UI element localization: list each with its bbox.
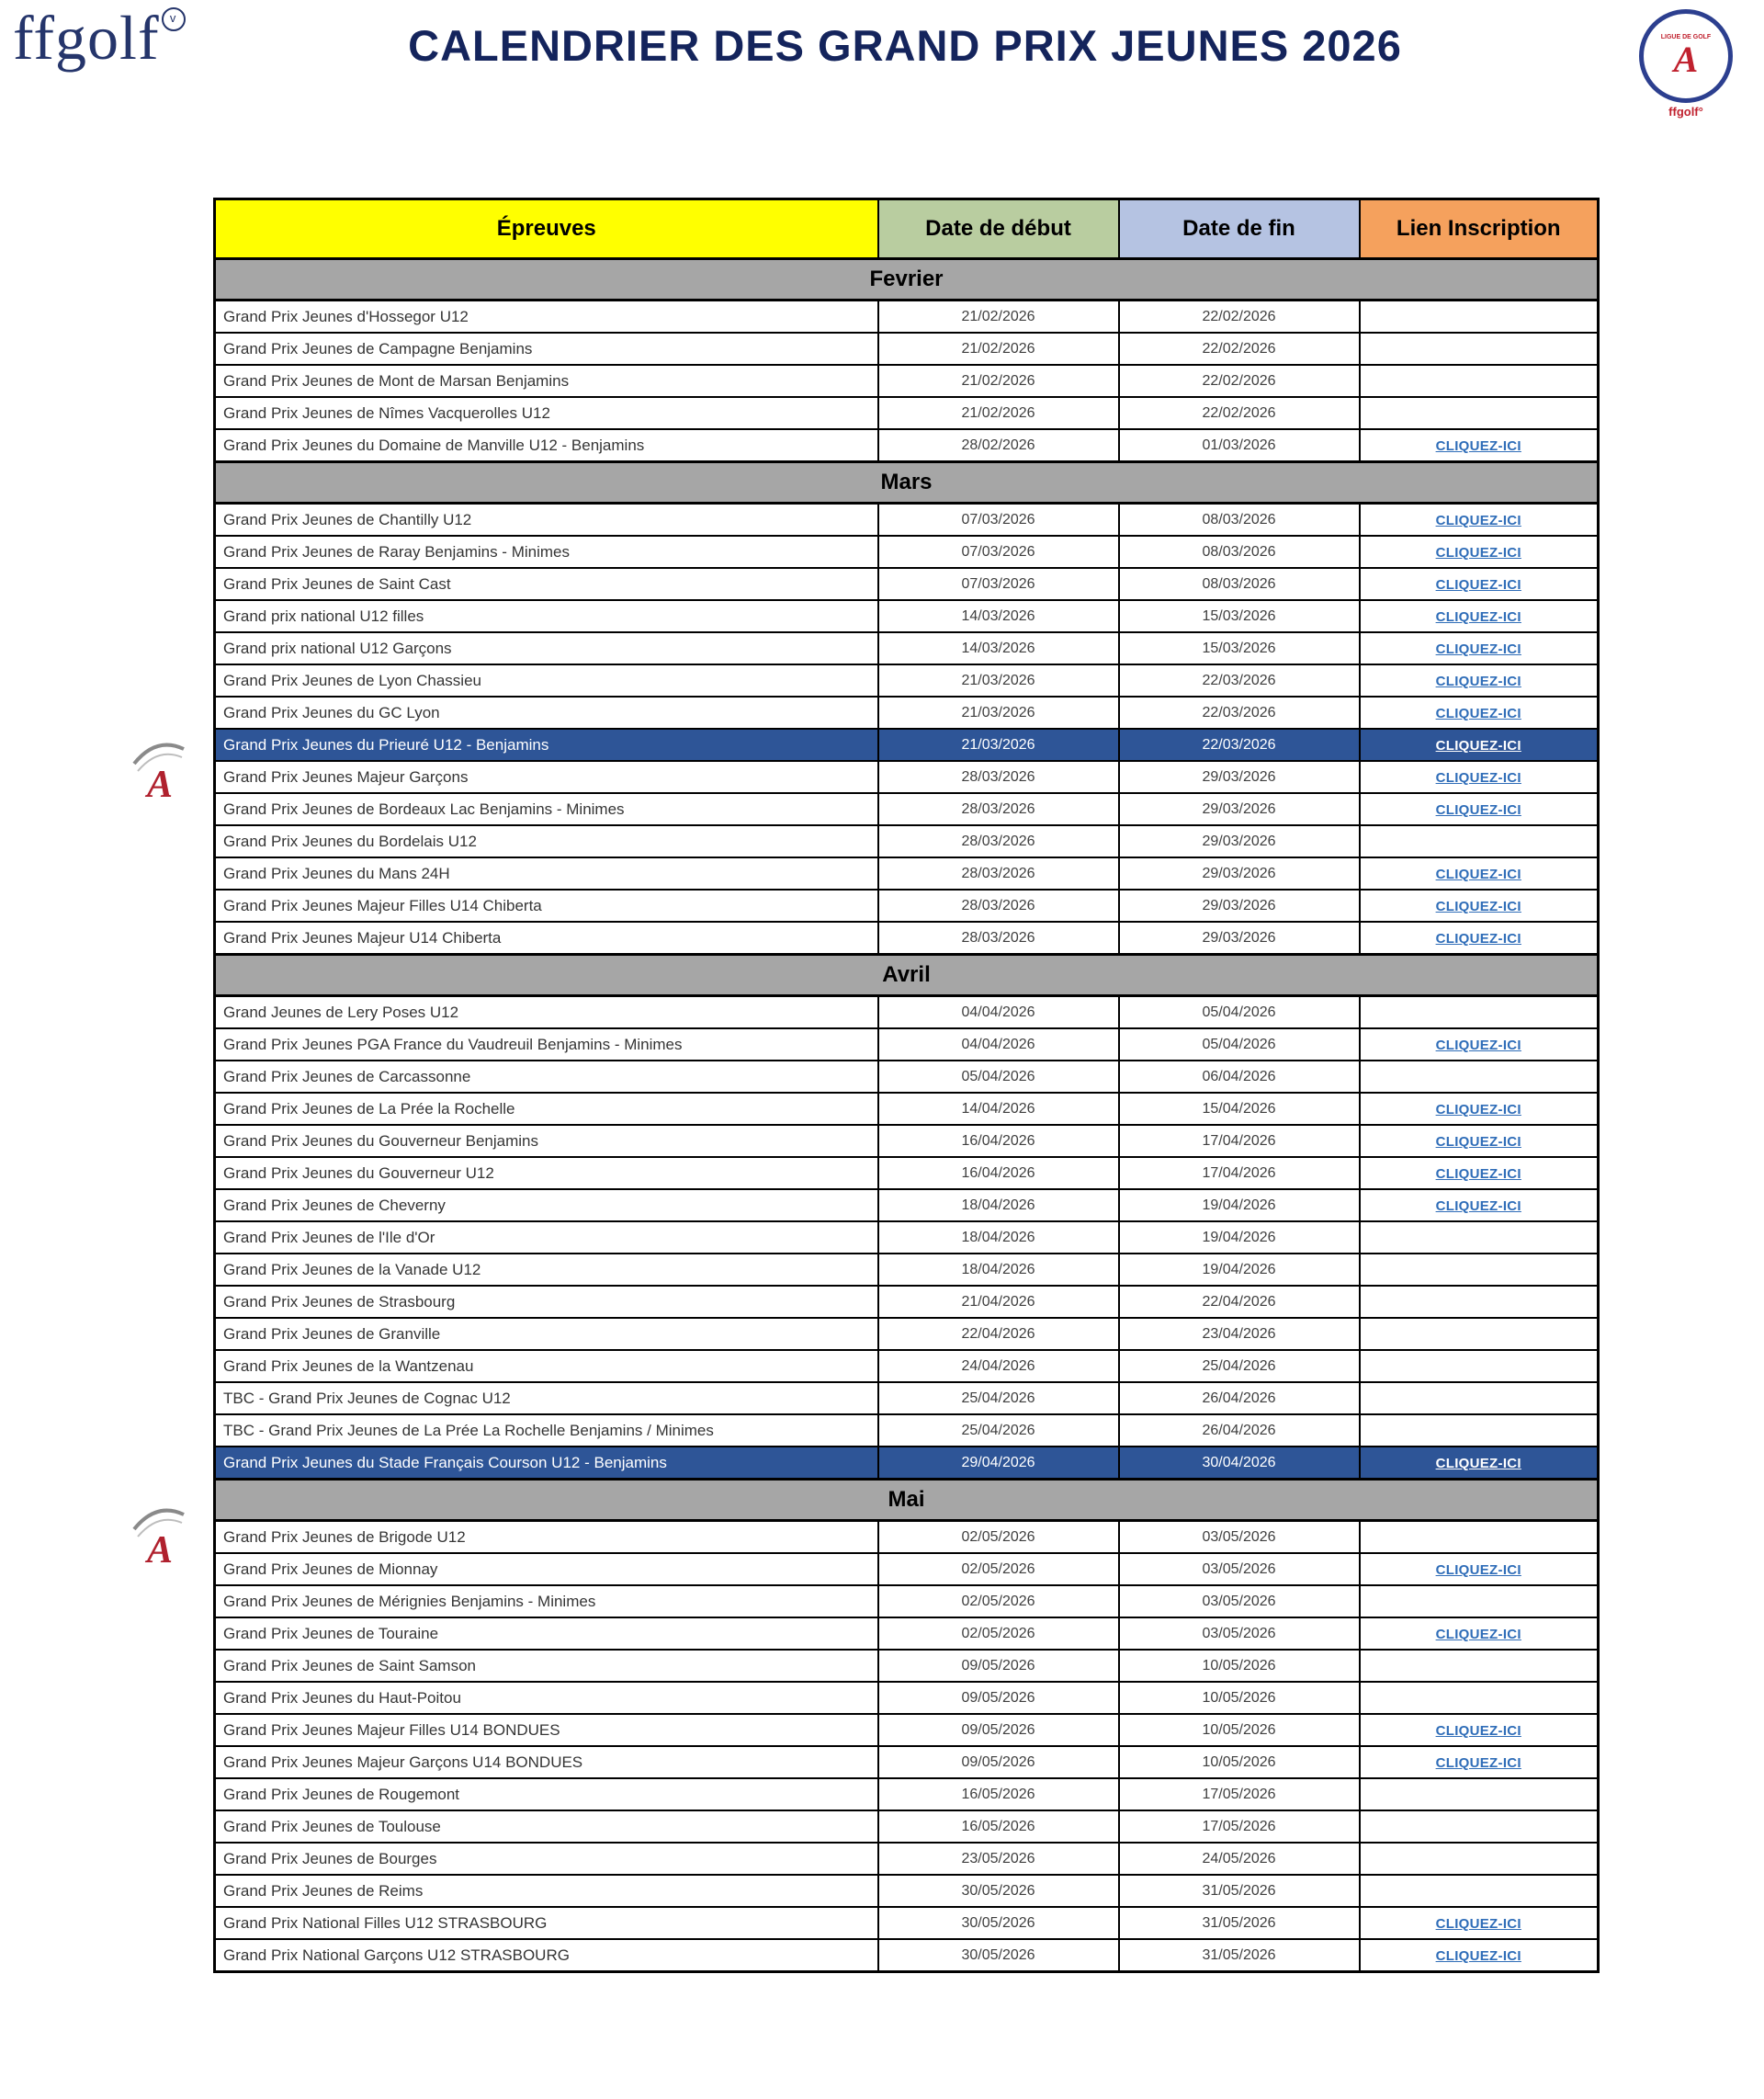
table-row <box>215 825 1599 857</box>
inscription-link-cell <box>1360 536 1599 568</box>
inscription-link-cell <box>1360 301 1599 334</box>
start-date-cell: 21/04/2026 <box>878 1286 1119 1318</box>
svg-text:A: A <box>147 1529 174 1571</box>
end-date-cell: 15/03/2026 <box>1119 600 1360 632</box>
table-row <box>215 1093 1599 1125</box>
table-row <box>215 857 1599 890</box>
start-date-cell: 28/03/2026 <box>878 761 1119 793</box>
end-date-cell: 22/03/2026 <box>1119 729 1360 761</box>
table-row <box>215 397 1599 429</box>
table-row <box>215 729 1599 761</box>
event-name-cell: Grand Prix Jeunes de Touraine <box>215 1617 878 1650</box>
start-date-cell: 16/05/2026 <box>878 1810 1119 1843</box>
table-row <box>215 504 1599 537</box>
table-row <box>215 1286 1599 1318</box>
event-name-cell: Grand Prix Jeunes de la Vanade U12 <box>215 1254 878 1286</box>
event-name-cell: Grand Prix Jeunes de Strasbourg <box>215 1286 878 1318</box>
column-header-date-fin: Date de fin <box>1119 199 1360 259</box>
event-name-cell: Grand Prix National Filles U12 STRASBOURG <box>215 1907 878 1939</box>
end-date-cell: 31/05/2026 <box>1119 1907 1360 1939</box>
inscription-link-cell <box>1360 996 1599 1029</box>
start-date-cell: 09/05/2026 <box>878 1746 1119 1778</box>
table-row <box>215 793 1599 825</box>
inscription-link[interactable]: CLIQUEZ-ICI <box>1435 641 1521 657</box>
start-date-cell: 28/03/2026 <box>878 793 1119 825</box>
inscription-link-cell <box>1360 1585 1599 1617</box>
ffgolf-wordmark <box>13 2 186 74</box>
event-name-cell: Grand Prix Jeunes de Mont de Marsan Benjamins <box>215 365 878 397</box>
page-title: CALENDRIER DES GRAND PRIX JEUNES 2026 <box>408 21 1402 70</box>
inscription-link[interactable]: CLIQUEZ-ICI <box>1435 801 1521 818</box>
event-name-cell: Grand Prix Jeunes d'Hossegor U12 <box>215 301 878 334</box>
end-date-cell: 08/03/2026 <box>1119 536 1360 568</box>
table-row <box>215 1939 1599 1972</box>
inscription-link[interactable]: CLIQUEZ-ICI <box>1435 1101 1521 1118</box>
inscription-link-cell <box>1360 922 1599 955</box>
inscription-link-cell <box>1360 1125 1599 1157</box>
end-date-cell: 31/05/2026 <box>1119 1939 1360 1972</box>
end-date-cell: 22/02/2026 <box>1119 397 1360 429</box>
start-date-cell: 21/02/2026 <box>878 397 1119 429</box>
table-row <box>215 1061 1599 1093</box>
column-header-date-debut: Date de début <box>878 199 1119 259</box>
end-date-cell: 23/04/2026 <box>1119 1318 1360 1350</box>
table-row <box>215 1843 1599 1875</box>
end-date-cell: 22/03/2026 <box>1119 664 1360 697</box>
start-date-cell: 21/02/2026 <box>878 365 1119 397</box>
inscription-link[interactable]: CLIQUEZ-ICI <box>1435 1561 1521 1578</box>
inscription-link-cell <box>1360 1254 1599 1286</box>
inscription-link-cell <box>1360 1189 1599 1221</box>
inscription-link-cell <box>1360 1875 1599 1907</box>
start-date-cell: 16/05/2026 <box>878 1778 1119 1810</box>
event-name-cell: Grand Prix Jeunes du Prieuré U12 - Benjamins <box>215 729 878 761</box>
end-date-cell: 17/04/2026 <box>1119 1157 1360 1189</box>
end-date-cell: 10/05/2026 <box>1119 1714 1360 1746</box>
event-name-cell: Grand Prix Jeunes de Granville <box>215 1318 878 1350</box>
inscription-link-cell <box>1360 1650 1599 1682</box>
table-row <box>215 1714 1599 1746</box>
end-date-cell: 19/04/2026 <box>1119 1221 1360 1254</box>
inscription-link-cell <box>1360 397 1599 429</box>
table-row <box>215 1382 1599 1414</box>
inscription-link-cell <box>1360 1939 1599 1972</box>
start-date-cell: 14/03/2026 <box>878 632 1119 664</box>
inscription-link-cell <box>1360 1907 1599 1939</box>
table-row <box>215 890 1599 922</box>
table-row <box>215 1414 1599 1447</box>
event-name-cell: Grand Prix Jeunes de Saint Samson <box>215 1650 878 1682</box>
start-date-cell: 30/05/2026 <box>878 1907 1119 1939</box>
end-date-cell: 19/04/2026 <box>1119 1189 1360 1221</box>
event-name-cell: Grand Prix Jeunes Majeur Filles U14 Chiberta <box>215 890 878 922</box>
table-row <box>215 632 1599 664</box>
event-name-cell: Grand Prix Jeunes du Gouverneur U12 <box>215 1157 878 1189</box>
end-date-cell: 10/05/2026 <box>1119 1650 1360 1682</box>
end-date-cell: 25/04/2026 <box>1119 1350 1360 1382</box>
event-name-cell: Grand Prix Jeunes du Bordelais U12 <box>215 825 878 857</box>
ligue-mini-crest-icon <box>129 734 187 808</box>
end-date-cell: 22/02/2026 <box>1119 333 1360 365</box>
table-row <box>215 1447 1599 1480</box>
start-date-cell: 25/04/2026 <box>878 1382 1119 1414</box>
month-header-row <box>215 1480 1599 1521</box>
event-name-cell: Grand Prix Jeunes de l'Ile d'Or <box>215 1221 878 1254</box>
end-date-cell: 24/05/2026 <box>1119 1843 1360 1875</box>
start-date-cell: 18/04/2026 <box>878 1189 1119 1221</box>
table-row <box>215 1682 1599 1714</box>
event-name-cell: Grand Prix Jeunes de Saint Cast <box>215 568 878 600</box>
table-row <box>215 664 1599 697</box>
event-name-cell: Grand Prix Jeunes de Nîmes Vacquerolles U12 <box>215 397 878 429</box>
event-name-cell: Grand Prix Jeunes de Toulouse <box>215 1810 878 1843</box>
event-name-cell: Grand Prix Jeunes de la Wantzenau <box>215 1350 878 1382</box>
event-name-cell: Grand Prix Jeunes du Stade Français Courson U12 - Benjamins <box>215 1447 878 1480</box>
table-row <box>215 1778 1599 1810</box>
start-date-cell: 04/04/2026 <box>878 996 1119 1029</box>
end-date-cell: 22/02/2026 <box>1119 365 1360 397</box>
inscription-link-cell <box>1360 1061 1599 1093</box>
event-name-cell: Grand Prix Jeunes de Mérignies Benjamins - Minimes <box>215 1585 878 1617</box>
event-name-cell: Grand Prix Jeunes du GC Lyon <box>215 697 878 729</box>
inscription-link[interactable]: CLIQUEZ-ICI <box>1435 608 1521 625</box>
end-date-cell: 22/03/2026 <box>1119 697 1360 729</box>
end-date-cell: 17/05/2026 <box>1119 1778 1360 1810</box>
start-date-cell: 30/05/2026 <box>878 1875 1119 1907</box>
start-date-cell: 30/05/2026 <box>878 1939 1119 1972</box>
inscription-link-cell <box>1360 1028 1599 1061</box>
table-row <box>215 1521 1599 1554</box>
column-header-lien-inscription: Lien Inscription <box>1360 199 1599 259</box>
end-date-cell: 03/05/2026 <box>1119 1553 1360 1585</box>
end-date-cell: 22/04/2026 <box>1119 1286 1360 1318</box>
inscription-link[interactable]: CLIQUEZ-ICI <box>1435 1722 1521 1739</box>
month-header-row <box>215 462 1599 504</box>
table-row <box>215 600 1599 632</box>
end-date-cell: 29/03/2026 <box>1119 793 1360 825</box>
start-date-cell: 28/03/2026 <box>878 890 1119 922</box>
inscription-link-cell <box>1360 1714 1599 1746</box>
table-row <box>215 365 1599 397</box>
inscription-link[interactable]: CLIQUEZ-ICI <box>1435 576 1521 593</box>
end-date-cell: 30/04/2026 <box>1119 1447 1360 1480</box>
end-date-cell: 17/04/2026 <box>1119 1125 1360 1157</box>
column-header-epreuves: Épreuves <box>215 199 878 259</box>
start-date-cell: 07/03/2026 <box>878 568 1119 600</box>
start-date-cell: 14/04/2026 <box>878 1093 1119 1125</box>
end-date-cell: 29/03/2026 <box>1119 857 1360 890</box>
end-date-cell: 15/03/2026 <box>1119 632 1360 664</box>
month-header-row <box>215 955 1599 996</box>
start-date-cell: 02/05/2026 <box>878 1617 1119 1650</box>
crest-ring-icon <box>1639 9 1733 103</box>
table-row <box>215 1875 1599 1907</box>
start-date-cell: 02/05/2026 <box>878 1553 1119 1585</box>
end-date-cell: 08/03/2026 <box>1119 504 1360 537</box>
start-date-cell: 21/03/2026 <box>878 664 1119 697</box>
event-name-cell: Grand Prix Jeunes de Cheverny <box>215 1189 878 1221</box>
event-name-cell: Grand Prix National Garçons U12 STRASBOURG <box>215 1939 878 1972</box>
start-date-cell: 18/04/2026 <box>878 1254 1119 1286</box>
end-date-cell: 17/05/2026 <box>1119 1810 1360 1843</box>
inscription-link-cell <box>1360 1350 1599 1382</box>
table-row <box>215 761 1599 793</box>
event-name-cell: Grand Prix Jeunes du Haut-Poitou <box>215 1682 878 1714</box>
end-date-cell: 26/04/2026 <box>1119 1382 1360 1414</box>
inscription-link[interactable]: CLIQUEZ-ICI <box>1435 866 1521 882</box>
start-date-cell: 02/05/2026 <box>878 1585 1119 1617</box>
event-name-cell: Grand Prix Jeunes de La Prée la Rochelle <box>215 1093 878 1125</box>
event-name-cell: Grand Prix Jeunes de Lyon Chassieu <box>215 664 878 697</box>
end-date-cell: 05/04/2026 <box>1119 996 1360 1029</box>
table-row <box>215 1028 1599 1061</box>
event-name-cell: Grand Prix Jeunes de Raray Benjamins - Minimes <box>215 536 878 568</box>
event-name-cell: Grand Prix Jeunes de Reims <box>215 1875 878 1907</box>
table-row <box>215 1650 1599 1682</box>
inscription-link[interactable]: CLIQUEZ-ICI <box>1435 1197 1521 1214</box>
event-name-cell: Grand Prix Jeunes du Domaine de Manville U12 - Benjamins <box>215 429 878 462</box>
inscription-link-cell <box>1360 1682 1599 1714</box>
calendar-table-body <box>215 259 1599 1972</box>
end-date-cell: 03/05/2026 <box>1119 1617 1360 1650</box>
start-date-cell: 16/04/2026 <box>878 1125 1119 1157</box>
end-date-cell: 15/04/2026 <box>1119 1093 1360 1125</box>
event-name-cell: Grand Prix Jeunes Majeur U14 Chiberta <box>215 922 878 955</box>
inscription-link-cell <box>1360 1318 1599 1350</box>
inscription-link-cell <box>1360 1382 1599 1414</box>
inscription-link-cell <box>1360 761 1599 793</box>
table-row <box>215 1318 1599 1350</box>
table-row <box>215 1157 1599 1189</box>
inscription-link-cell <box>1360 333 1599 365</box>
event-name-cell: Grand Prix Jeunes de Mionnay <box>215 1553 878 1585</box>
table-row <box>215 996 1599 1029</box>
table-row <box>215 922 1599 955</box>
end-date-cell: 10/05/2026 <box>1119 1746 1360 1778</box>
inscription-link[interactable]: CLIQUEZ-ICI <box>1435 737 1521 754</box>
table-row <box>215 333 1599 365</box>
end-date-cell: 05/04/2026 <box>1119 1028 1360 1061</box>
event-name-cell: Grand Prix Jeunes de Chantilly U12 <box>215 504 878 537</box>
start-date-cell: 28/02/2026 <box>878 429 1119 462</box>
inscription-link-cell <box>1360 429 1599 462</box>
event-name-cell: Grand Prix Jeunes de Carcassonne <box>215 1061 878 1093</box>
registered-mark-icon: v <box>162 7 186 31</box>
inscription-link-cell <box>1360 890 1599 922</box>
end-date-cell: 10/05/2026 <box>1119 1682 1360 1714</box>
start-date-cell: 18/04/2026 <box>878 1221 1119 1254</box>
table-row <box>215 1254 1599 1286</box>
table-row <box>215 1617 1599 1650</box>
table-row <box>215 1189 1599 1221</box>
inscription-link-cell <box>1360 664 1599 697</box>
table-row <box>215 1907 1599 1939</box>
start-date-cell: 21/03/2026 <box>878 697 1119 729</box>
table-row <box>215 1746 1599 1778</box>
end-date-cell: 29/03/2026 <box>1119 825 1360 857</box>
event-name-cell: Grand prix national U12 Garçons <box>215 632 878 664</box>
start-date-cell: 07/03/2026 <box>878 536 1119 568</box>
inscription-link[interactable]: CLIQUEZ-ICI <box>1435 512 1521 528</box>
end-date-cell: 29/03/2026 <box>1119 890 1360 922</box>
inscription-link-cell <box>1360 632 1599 664</box>
event-name-cell: Grand Prix Jeunes de Bourges <box>215 1843 878 1875</box>
inscription-link-cell <box>1360 793 1599 825</box>
event-name-cell: TBC - Grand Prix Jeunes de Cognac U12 <box>215 1382 878 1414</box>
end-date-cell: 29/03/2026 <box>1119 761 1360 793</box>
inscription-link-cell <box>1360 697 1599 729</box>
inscription-link[interactable]: CLIQUEZ-ICI <box>1435 930 1521 947</box>
inscription-link-cell <box>1360 857 1599 890</box>
event-name-cell: Grand Prix Jeunes Majeur Filles U14 BONDUES <box>215 1714 878 1746</box>
inscription-link-cell <box>1360 365 1599 397</box>
table-row <box>215 1553 1599 1585</box>
event-name-cell: Grand Prix Jeunes de Bordeaux Lac Benjamins - Minimes <box>215 793 878 825</box>
crest-letter-a-icon: A <box>1673 39 1699 80</box>
inscription-link[interactable]: CLIQUEZ-ICI <box>1435 437 1521 454</box>
inscription-link[interactable]: CLIQUEZ-ICI <box>1435 769 1521 786</box>
inscription-link-cell <box>1360 600 1599 632</box>
start-date-cell: 09/05/2026 <box>878 1650 1119 1682</box>
end-date-cell: 03/05/2026 <box>1119 1521 1360 1554</box>
end-date-cell: 08/03/2026 <box>1119 568 1360 600</box>
start-date-cell: 07/03/2026 <box>878 504 1119 537</box>
start-date-cell: 05/04/2026 <box>878 1061 1119 1093</box>
inscription-link-cell <box>1360 568 1599 600</box>
inscription-link-cell <box>1360 1286 1599 1318</box>
start-date-cell: 25/04/2026 <box>878 1414 1119 1447</box>
end-date-cell: 01/03/2026 <box>1119 429 1360 462</box>
inscription-link-cell <box>1360 1617 1599 1650</box>
end-date-cell: 06/04/2026 <box>1119 1061 1360 1093</box>
table-row <box>215 1585 1599 1617</box>
inscription-link[interactable]: CLIQUEZ-ICI <box>1435 1455 1521 1471</box>
ligue-crest-logo <box>1637 9 1735 119</box>
inscription-link-cell <box>1360 1553 1599 1585</box>
start-date-cell: 28/03/2026 <box>878 922 1119 955</box>
table-row <box>215 568 1599 600</box>
ffgolf-wordmark-text: ffgolf <box>13 3 160 73</box>
start-date-cell: 21/02/2026 <box>878 301 1119 334</box>
inscription-link[interactable]: CLIQUEZ-ICI <box>1435 1915 1521 1932</box>
end-date-cell: 29/03/2026 <box>1119 922 1360 955</box>
month-header-row <box>215 259 1599 301</box>
start-date-cell: 29/04/2026 <box>878 1447 1119 1480</box>
inscription-link[interactable]: CLIQUEZ-ICI <box>1435 1947 1521 1964</box>
end-date-cell: 31/05/2026 <box>1119 1875 1360 1907</box>
inscription-link-cell <box>1360 1221 1599 1254</box>
event-name-cell: Grand Prix Jeunes Majeur Garçons U14 BONDUES <box>215 1746 878 1778</box>
start-date-cell: 16/04/2026 <box>878 1157 1119 1189</box>
inscription-link-cell <box>1360 504 1599 537</box>
crest-caption: ffgolf° <box>1668 105 1703 119</box>
inscription-link[interactable]: CLIQUEZ-ICI <box>1435 705 1521 721</box>
event-name-cell: Grand Prix Jeunes Majeur Garçons <box>215 761 878 793</box>
inscription-link-cell <box>1360 1447 1599 1480</box>
inscription-link[interactable]: CLIQUEZ-ICI <box>1435 1133 1521 1150</box>
start-date-cell: 21/03/2026 <box>878 729 1119 761</box>
crest-arc-text: LIGUE DE GOLF <box>1660 34 1712 40</box>
month-header: Fevrier <box>215 259 1599 301</box>
table-row <box>215 429 1599 462</box>
start-date-cell: 23/05/2026 <box>878 1843 1119 1875</box>
inscription-link-cell <box>1360 825 1599 857</box>
inscription-link-cell <box>1360 729 1599 761</box>
end-date-cell: 26/04/2026 <box>1119 1414 1360 1447</box>
start-date-cell: 28/03/2026 <box>878 825 1119 857</box>
inscription-link-cell <box>1360 1778 1599 1810</box>
inscription-link[interactable]: CLIQUEZ-ICI <box>1435 1037 1521 1053</box>
inscription-link-cell <box>1360 1810 1599 1843</box>
table-row <box>215 1221 1599 1254</box>
svg-text:A: A <box>147 764 174 806</box>
table-row <box>215 1125 1599 1157</box>
inscription-link[interactable]: CLIQUEZ-ICI <box>1435 673 1521 689</box>
column-header-row <box>215 199 1599 259</box>
start-date-cell: 09/05/2026 <box>878 1714 1119 1746</box>
inscription-link[interactable]: CLIQUEZ-ICI <box>1435 1754 1521 1771</box>
start-date-cell: 14/03/2026 <box>878 600 1119 632</box>
month-header: Mai <box>215 1480 1599 1521</box>
ligue-mini-crest-icon <box>129 1500 187 1573</box>
table-row <box>215 1810 1599 1843</box>
table-row <box>215 301 1599 334</box>
event-name-cell: Grand Jeunes de Lery Poses U12 <box>215 996 878 1029</box>
inscription-link[interactable]: CLIQUEZ-ICI <box>1435 544 1521 561</box>
start-date-cell: 28/03/2026 <box>878 857 1119 890</box>
inscription-link[interactable]: CLIQUEZ-ICI <box>1435 898 1521 914</box>
table-row <box>215 1350 1599 1382</box>
table-row <box>215 536 1599 568</box>
inscription-link-cell <box>1360 1157 1599 1189</box>
inscription-link-cell <box>1360 1414 1599 1447</box>
inscription-link[interactable]: CLIQUEZ-ICI <box>1435 1626 1521 1642</box>
event-name-cell: Grand Prix Jeunes du Mans 24H <box>215 857 878 890</box>
inscription-link-cell <box>1360 1746 1599 1778</box>
calendar-table <box>213 198 1600 1973</box>
event-name-cell: Grand Prix Jeunes de Campagne Benjamins <box>215 333 878 365</box>
end-date-cell: 03/05/2026 <box>1119 1585 1360 1617</box>
month-header: Avril <box>215 955 1599 996</box>
start-date-cell: 04/04/2026 <box>878 1028 1119 1061</box>
event-name-cell: TBC - Grand Prix Jeunes de La Prée La Rochelle Benjamins / Minimes <box>215 1414 878 1447</box>
event-name-cell: Grand prix national U12 filles <box>215 600 878 632</box>
start-date-cell: 22/04/2026 <box>878 1318 1119 1350</box>
event-name-cell: Grand Prix Jeunes de Brigode U12 <box>215 1521 878 1554</box>
start-date-cell: 09/05/2026 <box>878 1682 1119 1714</box>
event-name-cell: Grand Prix Jeunes de Rougemont <box>215 1778 878 1810</box>
inscription-link-cell <box>1360 1093 1599 1125</box>
inscription-link-cell <box>1360 1843 1599 1875</box>
start-date-cell: 24/04/2026 <box>878 1350 1119 1382</box>
month-header: Mars <box>215 462 1599 504</box>
start-date-cell: 02/05/2026 <box>878 1521 1119 1554</box>
start-date-cell: 21/02/2026 <box>878 333 1119 365</box>
table-row <box>215 697 1599 729</box>
inscription-link[interactable]: CLIQUEZ-ICI <box>1435 1165 1521 1182</box>
end-date-cell: 22/02/2026 <box>1119 301 1360 334</box>
event-name-cell: Grand Prix Jeunes PGA France du Vaudreuil Benjamins - Minimes <box>215 1028 878 1061</box>
event-name-cell: Grand Prix Jeunes du Gouverneur Benjamins <box>215 1125 878 1157</box>
end-date-cell: 19/04/2026 <box>1119 1254 1360 1286</box>
inscription-link-cell <box>1360 1521 1599 1554</box>
